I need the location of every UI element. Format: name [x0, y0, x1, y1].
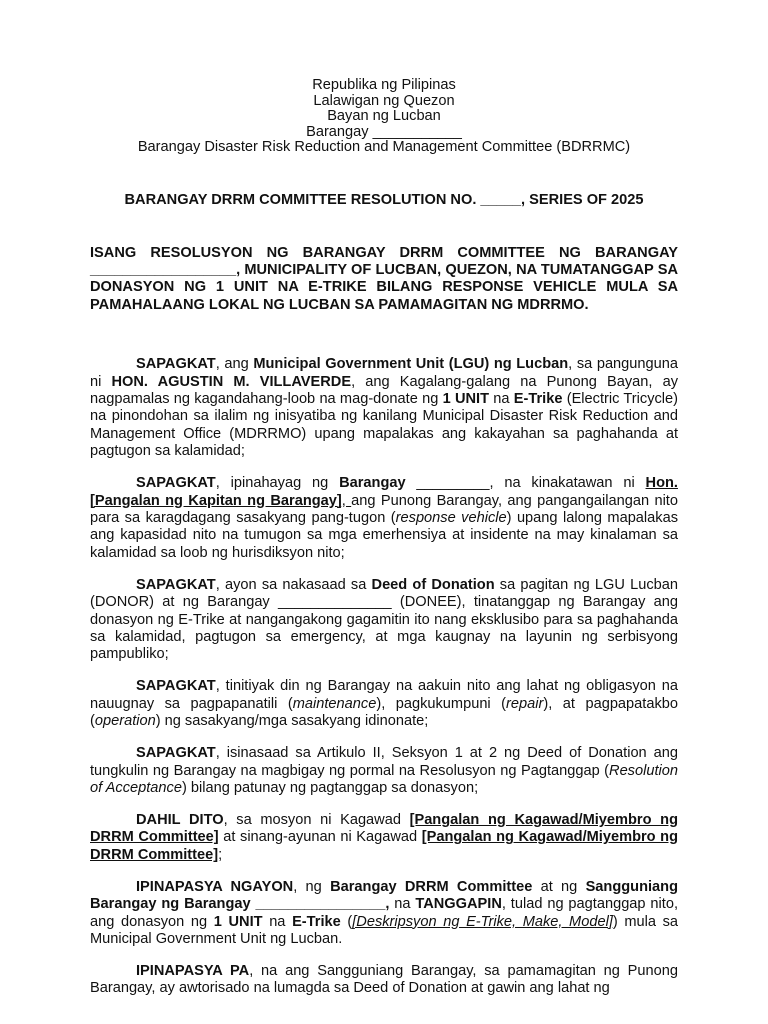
accept-keyword: TANGGAPIN [415, 896, 502, 913]
text-span: ), at pagpapatakbo ( [90, 695, 678, 730]
lgu-name: Municipal Government Unit (LGU) ng Lucban [253, 356, 569, 373]
resolution-heading: ISANG RESOLUSYON NG BARANGAY DRRM COMMITTEE NG BARANGAY __________________, MUNICIPALITY OF LUCBAN, QUEZON, NA TUMATANGGAP SA DONASYON NG 1 UNIT NA E-TRIKE BILANG RESPONSE VEHICLE MULA SA PAMAHALAANG LOKAL NG LUCBAN SA PAMAMAGITAN NG MDRRMO. [90, 244, 678, 313]
text-span: , ipinahayag ng [215, 475, 340, 492]
whereas-keyword: SAPAGKAT [136, 475, 216, 492]
vehicle-name: E-Trike [292, 913, 341, 930]
therefore-keyword: DAHIL DITO [136, 812, 224, 829]
text-span: operation [94, 713, 156, 730]
paragraph-whereas-4 [90, 678, 678, 730]
text-span: ) ng sasakyang/mga sasakyang idinonate; [155, 713, 429, 730]
text-span: ang Punong Barangay, ang pangangailangan nito para sa karagdagang sasakyang pang-tugon ( [90, 492, 678, 526]
unit-count: 1 UNIT [213, 913, 263, 930]
text-span: at ng [532, 878, 586, 895]
mayor-name: HON. AGUSTIN M. VILLAVERDE [111, 373, 352, 390]
paragraph-whereas-3 [90, 577, 678, 664]
text-span: , isinasaad sa Artikulo II, Seksyon 1 at 2 ng Deed of Donation ang tungkulin ng Barangay na magbigay ng pormal na Resolusyon ng Pagtanggap ( [90, 745, 678, 779]
paragraph-resolved-now [90, 879, 678, 949]
text-span: , tinitiyak din ng Barangay na aakuin nito ang lahat ng obligasyon na nauugnay sa pagpapanatili ( [90, 678, 678, 712]
text-span: sa pagitan ng LGU Lucban (DONOR) at ng Barangay ______________ (DONEE), tinatanggap ng Barangay ang donasyon ng E-Trike at nangangakong gagamitin ito nang eksklusibo para sa paghahanda sa kalamidad, pagtugon sa emergency, at mga kaugnay na layunin ng serbisyong pampubliko; [90, 576, 678, 663]
vehicle-description-placeholder: [Deskripsyon ng E-Trike, Make, Model] [352, 913, 613, 930]
text-span: , na ang Sangguniang Barangay, sa pamamagitan ng Punong Barangay, ay awtorisado na lumagda sa Deed of Donation at gawin ang lahat ng [90, 963, 678, 997]
text-span: , ang Kagalang-galang na Punong Bayan, ay nagpamalas ng kagandahang-loob na mag-donate ng [90, 373, 679, 407]
text-span: na [262, 913, 293, 930]
text-span: , [341, 492, 352, 509]
resolved-keyword: IPINAPASYA NGAYON [136, 878, 294, 895]
header-municipality: Bayan ng Lucban [327, 108, 441, 124]
text-span: (Electric Tricycle) na pinondohan sa ilalim ng inisyatiba ng kanilang Municipal Disaster Risk Reduction and Management Office (MDRRMO) upang mapalakas ang kakayahan sa paghahanda at pagtugon sa kalamidad; [90, 390, 679, 460]
text-span: repair [506, 695, 544, 712]
text-span: na [389, 896, 416, 913]
committee-name: Barangay DRRM Committee [330, 878, 533, 895]
text-span: ) bilang patunay ng pagtanggap sa donasyon; [181, 780, 479, 797]
council-name: Sangguniang Barangay ng Barangay ________________, [90, 878, 678, 913]
text-span: ; [218, 846, 223, 863]
paragraph-resolved-further [90, 963, 678, 998]
paragraph-whereas-2 [90, 475, 678, 562]
whereas-keyword: SAPAGKAT [136, 356, 216, 373]
text-span: , sa mosyon ni Kagawad [223, 812, 410, 829]
vehicle-name: E-Trike [513, 390, 563, 407]
header-republic: Republika ng Pilipinas [312, 77, 456, 93]
text-span: ) mula sa Municipal Government Unit ng Lucban. [90, 913, 679, 948]
text-span: , ng [293, 878, 331, 895]
text-span: na [489, 390, 514, 407]
document-header [90, 78, 678, 156]
paragraph-whereas-5 [90, 745, 678, 797]
text-span: , tulad ng pagtanggap nito, ang donasyon ng [90, 896, 678, 930]
whereas-keyword: SAPAGKAT [136, 745, 216, 762]
text-span: _________, na kinakatawan ni [405, 475, 646, 492]
resolution-title: BARANGAY DRRM COMMITTEE RESOLUTION NO. _____, SERIES OF 2025 [124, 191, 644, 208]
text-span: ), pagkukumpuni ( [376, 695, 507, 712]
text-span: , sa pangunguna ni [90, 356, 678, 390]
text-span: Resolution of Acceptance [90, 762, 678, 797]
paragraph-therefore [90, 812, 678, 864]
text-span: ) upang lalong mapalakas ang kapasidad nito na tumugon sa mga emerhensiya at insidente na may kinalaman sa kalamidad sa loob ng hurisdiksyon nito; [90, 509, 678, 561]
header-province: Lalawigan ng Quezon [313, 92, 455, 109]
document-page [90, 78, 678, 1012]
text-span: , ang [215, 356, 254, 373]
whereas-keyword: SAPAGKAT [136, 678, 216, 695]
text-span: maintenance [292, 695, 377, 712]
text-span: response vehicle [395, 509, 507, 526]
text-span: , ayon sa nakasaad sa [215, 576, 372, 593]
unit-count: 1 UNIT [442, 390, 490, 407]
whereas-keyword: SAPAGKAT [136, 576, 216, 593]
text-span: at sinang-ayunan ni Kagawad [218, 829, 422, 846]
header-barangay: Barangay ___________ [306, 123, 462, 140]
header-committee: Barangay Disaster Risk Reduction and Management Committee (BDRRMC) [137, 139, 631, 155]
resolved-further-keyword: IPINAPASYA PA [136, 963, 250, 980]
mover-name-placeholder: [Pangalan ng Kagawad/Miyembro ng DRRM Committee] [90, 812, 678, 846]
seconder-name-placeholder: [Pangalan ng Kagawad/Miyembro ng DRRM Committee] [90, 829, 678, 863]
paragraph-whereas-1 [90, 356, 678, 460]
text-span: ( [340, 913, 353, 930]
barangay-label: Barangay [339, 475, 406, 492]
captain-name-placeholder: Hon. [Pangalan ng Kapitan ng Barangay] [90, 475, 678, 509]
deed-of-donation: Deed of Donation [371, 576, 495, 593]
